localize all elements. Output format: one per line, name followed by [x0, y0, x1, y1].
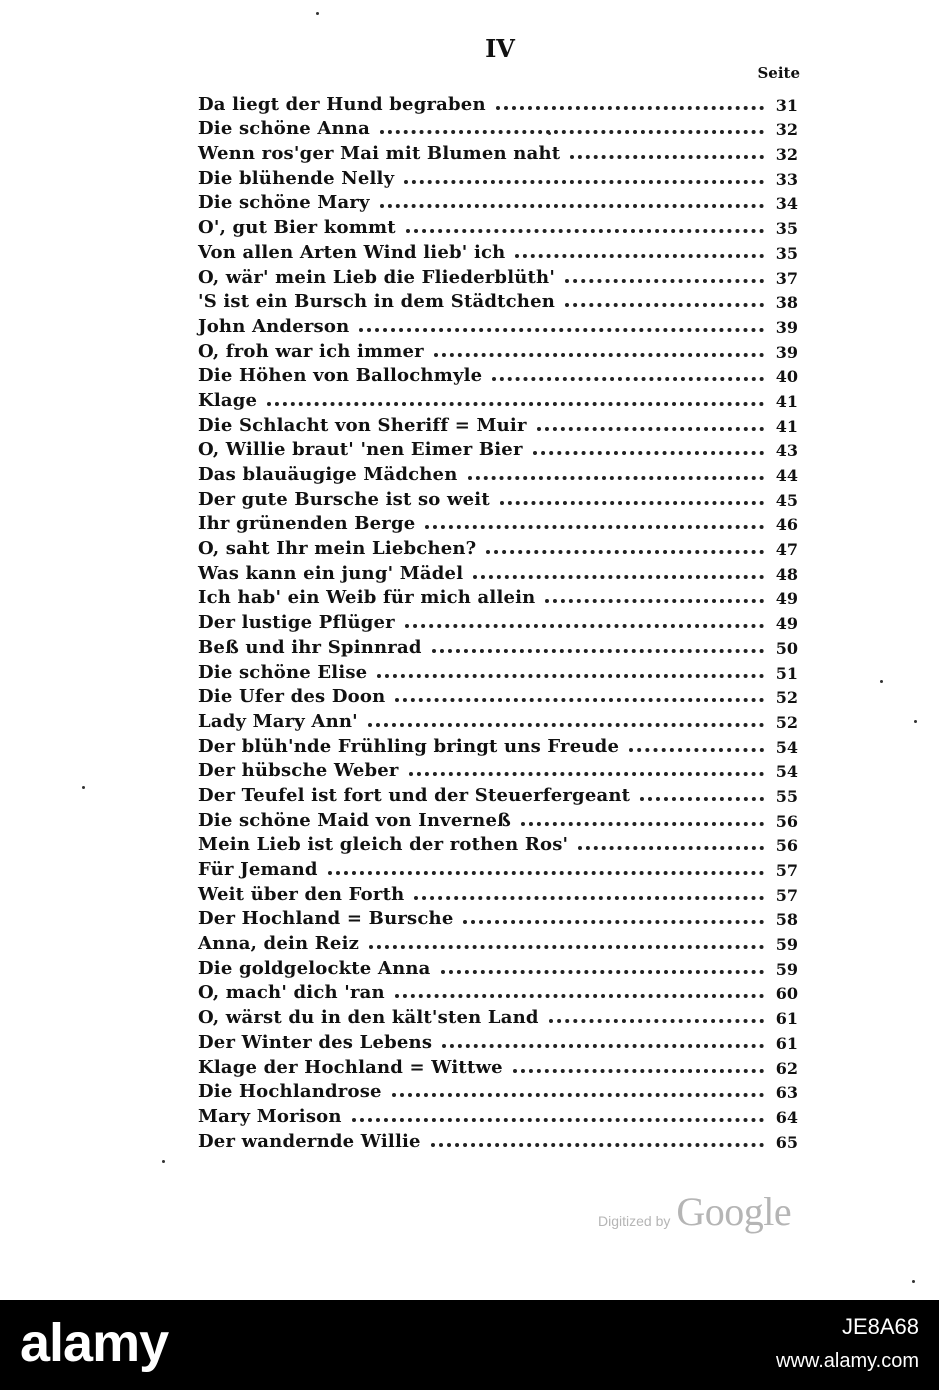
- dot-leader: [578, 846, 764, 850]
- toc-entry-title: Die schöne Elise: [198, 661, 368, 683]
- dot-leader: [377, 674, 764, 678]
- toc-entry: [198, 213, 798, 238]
- toc-entry-title: Der Teufel ist fort und der Steuerfergeant: [198, 784, 631, 806]
- toc-entry-page: 60: [775, 984, 798, 1004]
- toc-entry-page: 41: [775, 391, 798, 411]
- dot-leader: [468, 476, 765, 480]
- print-speck: [880, 680, 883, 683]
- dot-leader: [463, 920, 764, 924]
- toc-entry-page: 59: [775, 935, 798, 955]
- toc-entry-title: Der wandernde Willie: [198, 1130, 421, 1152]
- dot-leader: [395, 994, 764, 998]
- toc-entry-page: 59: [775, 959, 798, 979]
- dot-leader: [395, 698, 764, 702]
- toc-entry-title: Die goldgelockte Anna: [198, 957, 431, 979]
- toc-entry-title: Wenn ros'ger Mai mit Blumen naht: [198, 143, 561, 165]
- toc-entry-page: 57: [775, 885, 798, 905]
- toc-entry-page: 51: [775, 663, 798, 683]
- alamy-logo: alamy: [20, 1313, 169, 1373]
- toc-entry-page: 57: [775, 861, 798, 880]
- toc-entry-page: 47: [775, 540, 798, 560]
- toc-entry: [198, 905, 798, 930]
- toc-entry: [198, 460, 798, 485]
- toc-entry-page: 61: [775, 1009, 798, 1029]
- toc-entry: [198, 633, 798, 658]
- toc-entry-page: 52: [775, 712, 798, 732]
- google-logo: Google: [676, 1189, 792, 1234]
- toc-entry-page: 49: [775, 589, 798, 609]
- toc-entry-title: Ihr grünenden Berge: [198, 513, 416, 535]
- toc-entry-page: 37: [775, 268, 798, 288]
- toc-entry-page: 64: [775, 1107, 798, 1127]
- toc-entry: [198, 337, 798, 362]
- toc-entry: [198, 115, 798, 140]
- toc-entry: [198, 312, 798, 337]
- image-id: JE8A68: [841, 1314, 919, 1339]
- toc-entry-page: 49: [775, 614, 798, 634]
- dot-leader: [570, 155, 764, 159]
- toc-entry-page: 41: [775, 416, 798, 436]
- toc-entry-title: Die schöne Anna: [198, 118, 370, 140]
- toc-entry-page: 45: [775, 490, 798, 510]
- toc-entry-title: Die schöne Maid von Inverneß: [198, 809, 511, 831]
- dot-leader: [441, 970, 764, 974]
- toc-entry-title: Die Hochlandrose: [198, 1081, 382, 1103]
- toc-entry-page: 54: [775, 762, 798, 782]
- print-speck: [82, 786, 85, 789]
- page-number: IV: [485, 34, 515, 63]
- toc-entry: [198, 831, 798, 856]
- toc-entry-title: Da liegt der Hund begraben: [198, 93, 486, 115]
- toc-entry-page: 33: [775, 169, 798, 189]
- print-speck: [912, 1280, 915, 1283]
- toc-entry-page: 34: [775, 194, 798, 214]
- dot-leader: [406, 229, 764, 233]
- toc-entry: [198, 411, 798, 436]
- toc-entry-page: 32: [775, 145, 798, 165]
- dot-leader: [545, 599, 764, 603]
- dot-leader: [368, 723, 764, 727]
- toc-entry: [198, 757, 798, 782]
- toc-entry-title: Mein Lieb ist gleich der rothen Ros': [198, 834, 569, 856]
- toc-entry: [198, 781, 798, 806]
- toc-entry-page: 46: [775, 515, 798, 535]
- dot-leader: [369, 945, 764, 949]
- toc-entry: [198, 559, 798, 584]
- dot-leader: [425, 525, 764, 529]
- toc-entry-page: 55: [775, 786, 798, 806]
- dot-leader: [486, 550, 764, 554]
- toc-entry: [198, 362, 798, 387]
- dot-leader: [549, 1019, 764, 1023]
- toc-entry: [198, 534, 798, 559]
- toc-entry: [198, 1003, 798, 1028]
- toc-entry-page: 58: [775, 910, 798, 930]
- toc-entry-page: 62: [775, 1058, 798, 1078]
- dot-leader: [492, 377, 764, 381]
- dot-leader: [500, 501, 764, 505]
- toc-entry: [198, 880, 798, 905]
- watermark-prefix: Digitized by: [598, 1213, 671, 1229]
- toc-entry: [198, 1078, 798, 1103]
- digitized-by-google-watermark: [598, 1188, 791, 1235]
- toc-entry: [198, 954, 798, 979]
- toc-entry: [198, 979, 798, 1004]
- toc-entry-page: 43: [775, 441, 798, 461]
- toc-entry: [198, 386, 798, 411]
- toc-entry-title: Die Höhen von Ballochmyle: [198, 365, 483, 387]
- toc-entry-title: O, Willie braut' 'nen Eimer Bier: [198, 439, 523, 461]
- toc-entry-title: Klage der Hochland = Wittwe: [198, 1056, 503, 1078]
- dot-leader: [380, 130, 764, 134]
- toc-entry-page: 50: [775, 638, 798, 658]
- dot-leader: [533, 451, 764, 455]
- toc-entry-title: Der Hochland = Bursche: [198, 908, 454, 930]
- toc-entry-page: 63: [775, 1083, 798, 1103]
- toc-entry-title: Der gute Bursche ist so weit: [198, 488, 490, 510]
- toc-entry-title: Was kann ein jung' Mädel: [198, 562, 464, 584]
- toc-entry-page: 56: [775, 811, 798, 831]
- toc-entry-title: O, mach' dich 'ran: [198, 982, 385, 1004]
- toc-entry: [198, 584, 798, 609]
- toc-entry: [198, 929, 798, 954]
- print-speck: [914, 720, 917, 723]
- dot-leader: [380, 204, 764, 208]
- dot-leader: [409, 772, 764, 776]
- toc-entry-page: 65: [775, 1132, 798, 1152]
- toc-entry: [198, 732, 798, 757]
- toc-entry-page: 40: [775, 367, 798, 387]
- dot-leader: [442, 1044, 764, 1048]
- toc-entry: [198, 436, 798, 461]
- dot-leader: [404, 180, 764, 184]
- dot-leader: [359, 328, 764, 332]
- dot-leader: [432, 649, 764, 653]
- print-speck: [162, 1160, 165, 1163]
- toc-entry-title: 'S ist ein Bursch in dem Städtchen: [198, 291, 556, 313]
- toc-entry: [198, 608, 798, 633]
- toc-entry-title: O, wär' mein Lieb die Fliederblüth': [198, 266, 556, 288]
- print-speck: [548, 132, 551, 135]
- dot-leader: [537, 427, 764, 431]
- toc-entry: [198, 164, 798, 189]
- toc-entry: [198, 510, 798, 535]
- toc-entry: [198, 238, 798, 263]
- toc-entry-page: 38: [775, 293, 798, 313]
- toc-entry-page: 31: [775, 95, 798, 115]
- dot-leader: [565, 279, 764, 283]
- toc-entry: [198, 806, 798, 831]
- toc-entry-title: Die schöne Mary: [198, 192, 370, 214]
- toc-entry-page: 52: [775, 688, 798, 708]
- toc-entry-page: 48: [775, 564, 798, 584]
- toc-entry-title: Klage: [198, 389, 258, 411]
- footer-url: www.alamy.com: [776, 1350, 919, 1372]
- toc-entry-title: Der hübsche Weber: [198, 760, 399, 782]
- toc-entry-title: O, wärst du in den kält'sten Land: [198, 1007, 539, 1029]
- toc-entry: [198, 658, 798, 683]
- toc-entry-title: Lady Mary Ann': [198, 710, 358, 732]
- toc-entry: [198, 139, 798, 164]
- toc-entry-title: Die Schlacht von Sheriff = Muir: [198, 414, 527, 436]
- toc-entry-title: John Anderson: [198, 315, 350, 337]
- toc-entry-title: Beß und ihr Spinnrad: [198, 636, 422, 658]
- toc-entry-title: O, saht Ihr mein Liebchen?: [198, 538, 477, 560]
- toc-entry-page: 44: [775, 466, 798, 485]
- toc-entry-page: 32: [775, 120, 798, 140]
- toc-entry: [198, 855, 798, 880]
- dot-leader: [565, 303, 764, 307]
- toc-entry: [198, 683, 798, 708]
- toc-entry-page: 39: [775, 317, 798, 337]
- toc-entry-title: Das blauäugige Mädchen: [198, 464, 458, 485]
- dot-leader: [352, 1118, 764, 1122]
- dot-leader: [640, 797, 764, 801]
- dot-leader: [434, 353, 764, 357]
- dot-leader: [431, 1143, 764, 1147]
- toc-entry: [198, 485, 798, 510]
- toc-entry-title: Der lustige Pflüger: [198, 612, 395, 634]
- toc-entry-title: O, froh war ich immer: [198, 340, 424, 362]
- toc-entry: [198, 707, 798, 732]
- toc-entry-page: 61: [775, 1033, 798, 1053]
- dot-leader: [392, 1093, 764, 1097]
- toc-entry: [198, 1053, 798, 1078]
- dot-leader: [473, 575, 764, 579]
- toc-entry: [198, 288, 798, 313]
- toc-entry: [198, 1102, 798, 1127]
- print-speck: [316, 12, 319, 15]
- dot-leader: [496, 106, 764, 110]
- toc-entry-title: Der Winter des Lebens: [198, 1031, 433, 1053]
- dot-leader: [629, 748, 764, 752]
- dot-leader: [405, 624, 764, 628]
- toc-entry-title: Die blühende Nelly: [198, 167, 395, 189]
- toc-entry: [198, 1127, 798, 1152]
- dot-leader: [515, 254, 764, 258]
- toc-entry: [198, 263, 798, 288]
- toc-entry-title: Anna, dein Reiz: [198, 933, 360, 955]
- toc-entry-title: O', gut Bier kommt: [198, 217, 396, 239]
- stock-footer-bar: [0, 1300, 939, 1390]
- toc-entry: [198, 1028, 798, 1053]
- toc-entry-title: Weit über den Forth: [198, 883, 405, 905]
- toc-entry-page: 54: [775, 737, 798, 757]
- toc-entry-page: 39: [775, 342, 798, 362]
- toc-entry-title: Die Ufer des Doon: [198, 686, 386, 708]
- toc-entry-page: 56: [775, 836, 798, 856]
- toc-entry: [198, 90, 798, 115]
- table-of-contents: [198, 90, 798, 1152]
- column-header-seite: Seite: [757, 64, 800, 82]
- toc-entry-title: Ich hab' ein Weib für mich allein: [198, 587, 536, 609]
- toc-entry-page: 35: [775, 219, 798, 239]
- toc-entry-title: Von allen Arten Wind lieb' ich: [198, 241, 506, 263]
- dot-leader: [513, 1069, 764, 1073]
- dot-leader: [414, 896, 764, 900]
- toc-entry: [198, 189, 798, 214]
- toc-entry-title: Mary Morison: [198, 1105, 342, 1127]
- toc-entry-title: Für Jemand: [198, 859, 318, 880]
- toc-entry-title: Der blüh'nde Frühling bringt uns Freude: [198, 735, 620, 757]
- dot-leader: [267, 402, 764, 406]
- toc-entry-page: 35: [775, 243, 798, 263]
- dot-leader: [328, 871, 764, 875]
- dot-leader: [521, 822, 764, 826]
